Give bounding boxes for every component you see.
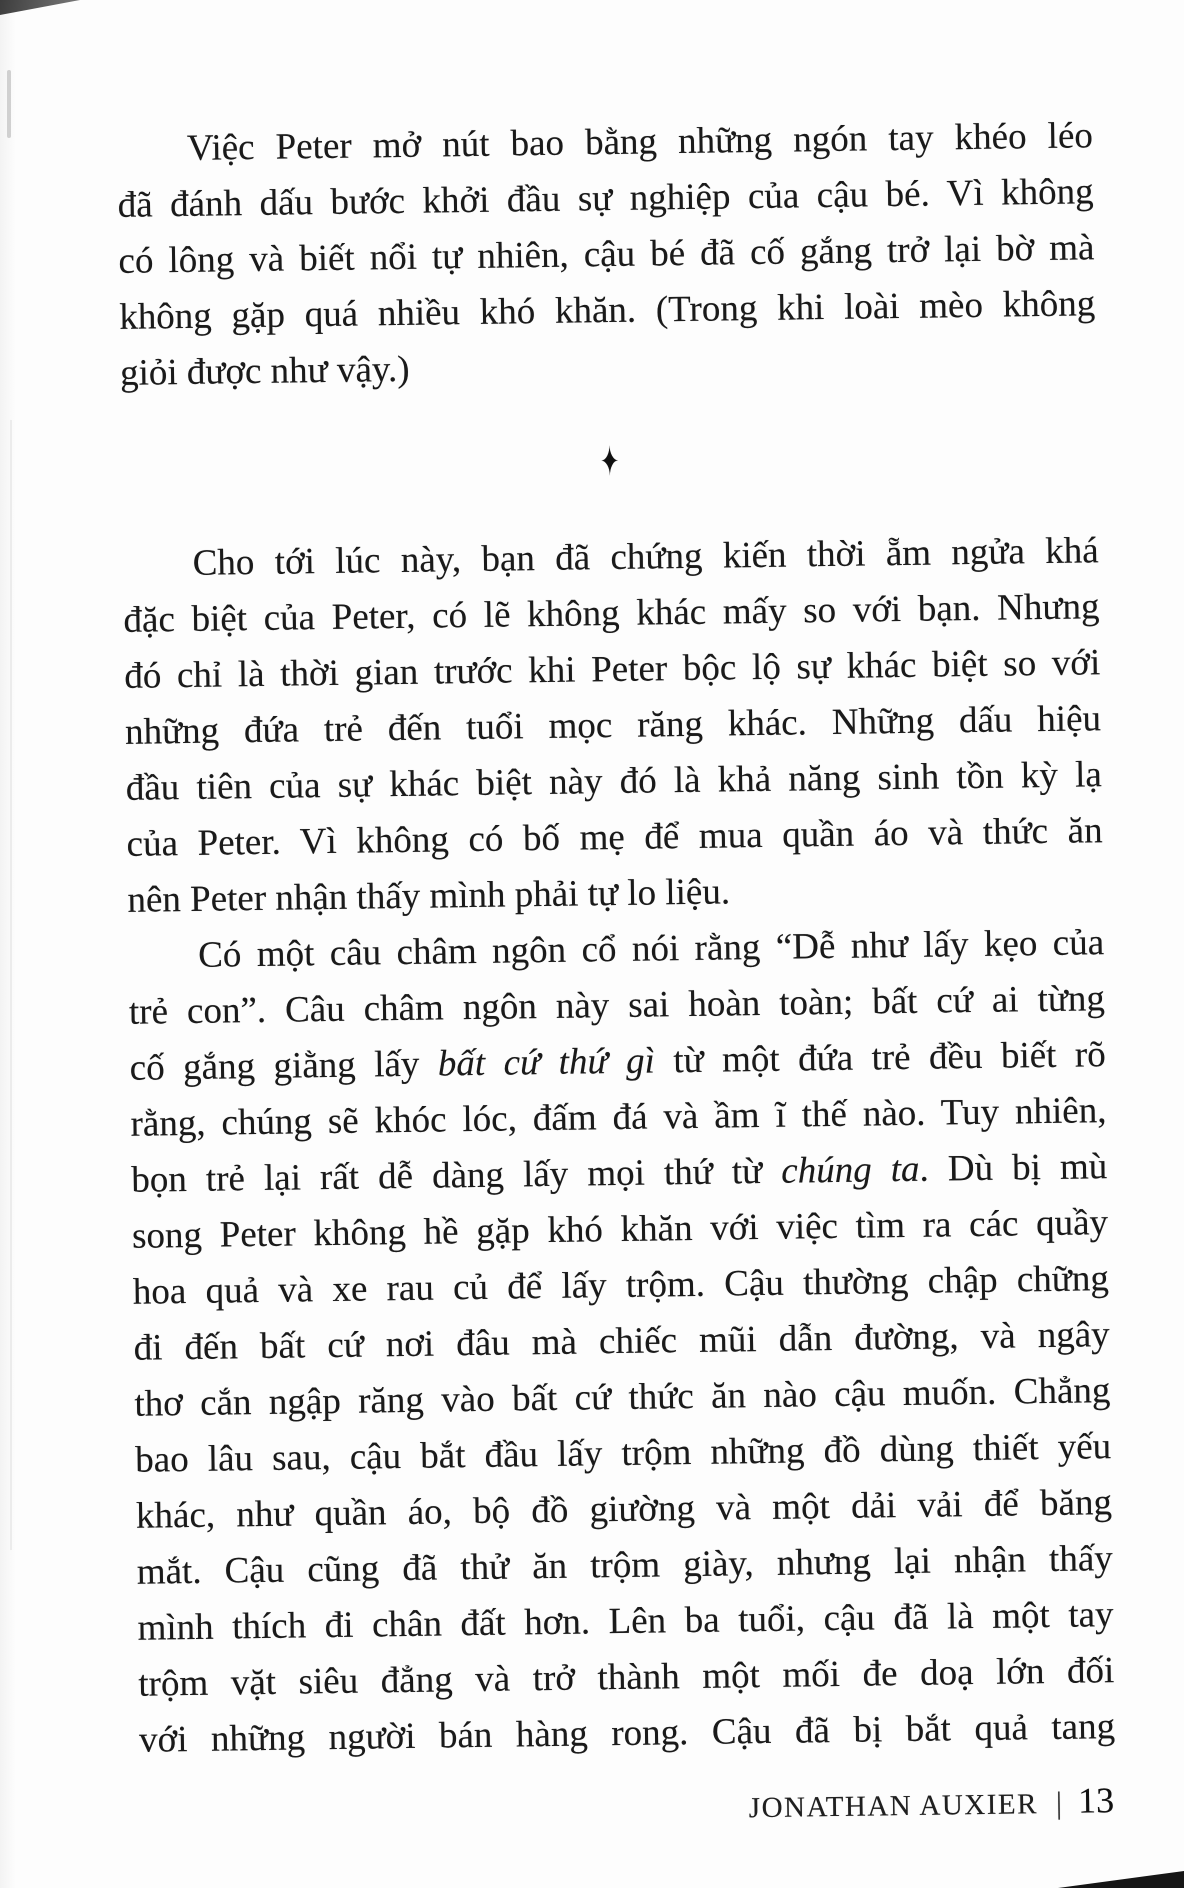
section-divider — [120, 388, 1098, 537]
paragraph-group-1 — [117, 108, 1097, 402]
text-run: đầu tiên của sự khác biệt này đó là khả năng sinh tồn kỳ lạ — [125, 754, 1103, 809]
text-run: từ một đứa trẻ đều biết rõ — [654, 1034, 1106, 1082]
text-run: trộm vặt siêu đẳng và trở thành một mối đe doạ lớn đối — [138, 1650, 1115, 1705]
text-run: đó chỉ là thời gian trước khi Peter bộc lộ sự khác biệt so với — [124, 642, 1101, 697]
four-pointed-star-icon: ✦ — [599, 439, 619, 486]
text-run: Việc Peter mở nút bao bằng những ngón tay khéo léo — [186, 115, 1094, 169]
page-text — [117, 108, 1116, 1825]
text-run: có lông và biết nổi tự nhiên, cậu bé đã cố gắng trở lại bờ mà — [118, 227, 1095, 282]
text-run: khác, như quần áo, bộ đồ giường và một dải vải để băng — [135, 1482, 1113, 1537]
text-run: đặc biệt của Peter, có lẽ không khác mấy so với bạn. Nhưng — [123, 586, 1100, 641]
paragraph — [128, 915, 1116, 1769]
scan-artifact-top-left — [0, 0, 80, 15]
text-run: bọn trẻ lại rất dễ dàng lấy mọi thứ từ — [131, 1150, 782, 1201]
text-run: với những người bán hàng rong. Cậu đã bị bắt quả tang — [138, 1706, 1116, 1761]
text-run: Có một câu châm ngôn cổ nói rằng “Dễ như lấy kẹo của — [197, 922, 1105, 976]
text-run: của Peter. Vì không có bố mẹ để mua quần áo và thức ăn — [126, 810, 1103, 865]
text-run: hoa quả và xe rau củ để lấy trộm. Cậu thường chập chững — [132, 1258, 1110, 1313]
page-number: 13 — [1077, 1780, 1115, 1821]
paragraph-group-2 — [122, 523, 1115, 1769]
text-run: nên Peter nhận thấy mình phải tự lo liệu. — [127, 871, 731, 921]
paragraph — [117, 108, 1097, 402]
italic-phrase: chúng ta — [780, 1148, 920, 1192]
text-run: mắt. Cậu cũng đã thử ăn trộm giày, nhưng lại nhận thấy — [136, 1538, 1113, 1593]
text-run: thơ cắn ngập răng vào bất cứ thức ăn nào cậu muốn. Chẳng — [134, 1370, 1111, 1425]
text-run: Cho tới lúc này, bạn đã chứng kiến thời ẵm ngửa khá — [192, 530, 1099, 584]
text-run: . Dù bị mù — [919, 1146, 1108, 1190]
scan-artifact-bottom-right — [1058, 1871, 1184, 1888]
scan-artifact-left-dash — [7, 70, 11, 138]
text-run: mình thích đi chân đất hơn. Lên ba tuổi, cậu đã là một tay — [137, 1594, 1114, 1649]
page-footer — [748, 1779, 1114, 1826]
text-run: song Peter không hề gặp khó khăn với việc tìm ra các quầy — [131, 1202, 1109, 1257]
text-run: bao lâu sau, cậu bắt đầu lấy trộm những đồ dùng thiết yếu — [134, 1426, 1112, 1481]
author-name: JONATHAN AUXIER — [748, 1788, 1039, 1825]
footer-separator: | — [1055, 1784, 1063, 1820]
text-run: rằng, chúng sẽ khóc lóc, đấm đá và ầm ĩ thế nào. Tuy nhiên, — [130, 1090, 1107, 1145]
text-run: những đứa trẻ đến tuổi mọc răng khác. Những dấu hiệu — [124, 698, 1102, 753]
italic-phrase: bất cứ thứ gì — [437, 1040, 656, 1085]
text-run: đã đánh dấu bước khởi đầu sự nghiệp của cậu bé. Vì không — [117, 171, 1094, 226]
text-run: cố gắng giằng lấy — [129, 1043, 439, 1089]
scan-artifact-left-edge-line — [10, 420, 12, 1550]
text-run: trẻ con”. Câu châm ngôn này sai hoàn toàn; bất cứ ai từng — [128, 978, 1106, 1033]
text-run: không gặp quá nhiều khó khăn. (Trong khi loài mèo không — [118, 283, 1096, 338]
text-run: đi đến bất cứ nơi đâu mà chiếc mũi dẫn đường, và ngây — [133, 1314, 1110, 1369]
text-run: giỏi được như vậy.) — [119, 348, 410, 394]
paragraph — [122, 523, 1103, 929]
